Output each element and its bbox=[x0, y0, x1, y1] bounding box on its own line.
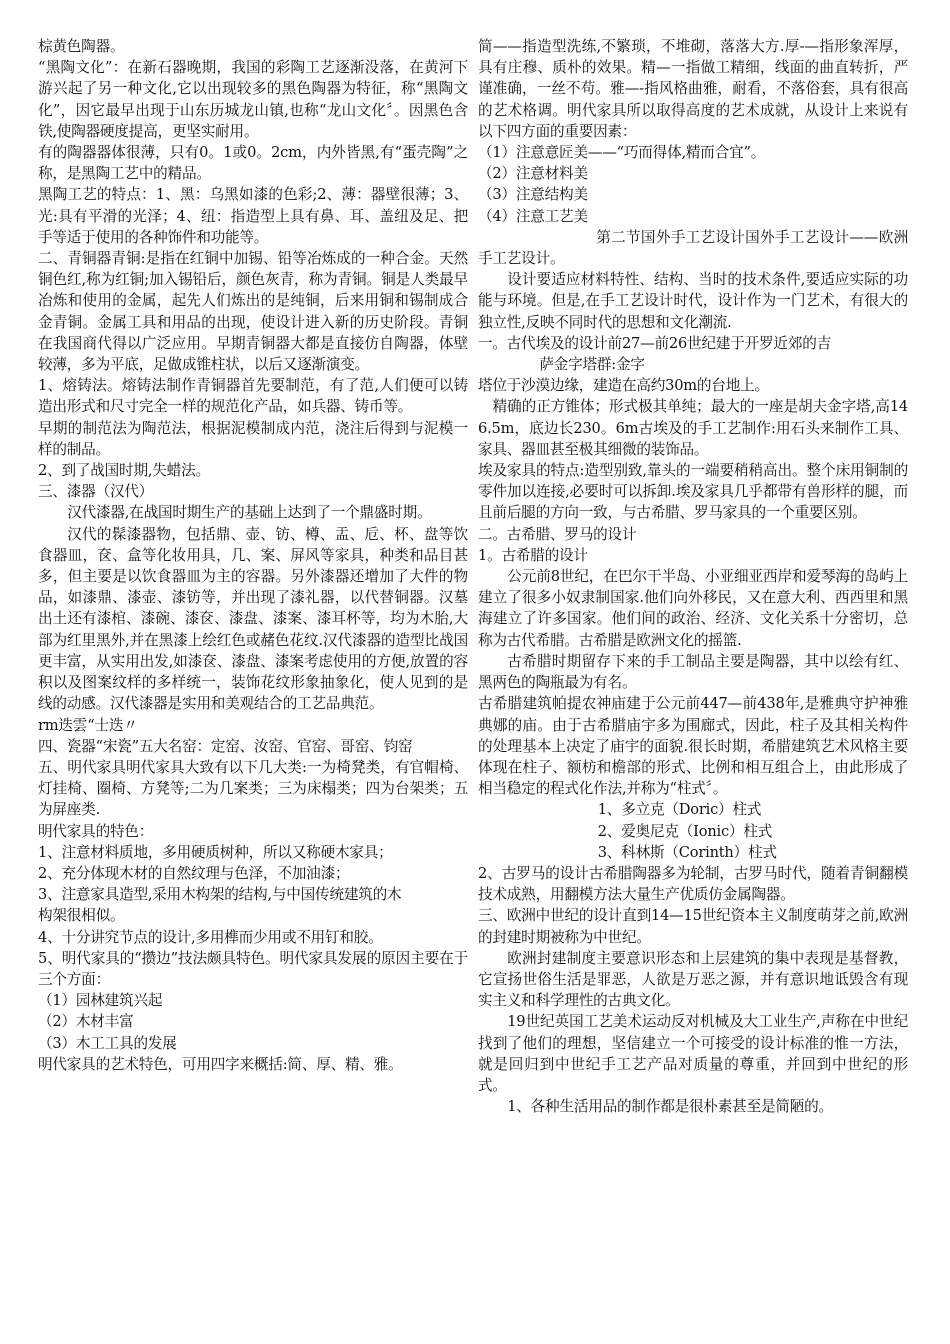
paragraph: 4、十分讲究节点的设计,多用榫而少用或不用钉和胶。 bbox=[38, 928, 383, 946]
paragraph: 简——指造型洗练,不繁琐，不堆砌，落落大方.厚-—指形象浑厚，具有庄穆、质朴的效果。精—一指做工精细，线面的曲直转折，严谨准确，一丝不苟。雅—-指风格曲雅，耐看，不落俗套，具有很高的艺术格调。明代家具所以取得高度的艺术成就，从设计上来说有以下四方面的重要因素： bbox=[478, 38, 908, 140]
paragraph: 棕黄色陶器。 bbox=[38, 38, 125, 55]
paragraph: 构架很相似。 bbox=[38, 907, 125, 925]
paragraph: 塔位于沙漠边缘，建造在高约30m的台地上。 bbox=[478, 377, 769, 395]
paragraph: 萨金字塔群:金字 bbox=[539, 356, 645, 374]
paragraph: 欧洲封建制度主要意识形态和上层建筑的集中表现是基督教，它宣扬世俗生活是罪恶，人欲是万恶之源，并有意识地诋毁含有现实主义和科学理性的古典文化。 bbox=[478, 949, 908, 1010]
paragraph: 黑陶工艺的特点：1、黑：乌黑如漆的色彩;2、薄：器壁很薄；3、光:具有平滑的光泽；4、纽：指造型上具有鼻、耳、盖纽及足、把手等适于使用的各种饰件和功能等。 bbox=[38, 186, 468, 246]
paragraph: 汉代漆器,在战国时期生产的基础上达到了一个鼎盛时期。 bbox=[67, 504, 432, 522]
paragraph: 三、欧洲中世纪的设计直到14—15世纪资本主义制度萌芽之前,欧洲的封建时期被称为中世纪。 bbox=[478, 907, 908, 946]
paragraph: 1。古希腊的设计 bbox=[478, 546, 588, 564]
paragraph: 埃及家具的特点:造型别致,靠头的一端要稍稍高出。整个床用铜制的零件加以连接,必要时可以拆卸.埃及家具几乎都带有兽形样的腿，而且前后腿的方向一致，与古希腊、罗马家具的一个重要区别。 bbox=[478, 462, 908, 522]
paragraph: rm迭雲“士迭〃 bbox=[38, 716, 138, 734]
paragraph: 二、青铜器青铜:是指在红铜中加锡、铅等冶炼成的一种合金。天然铜色红,称为红铜;加入锡铅后，颜色灰青，称为青铜。铜是人类最早冶炼和使用的金属，起先人们炼出的是纯铜，后来用铜和锡制成合金青铜。金属工具和用品的出现，使设计进入新的历史阶段。青铜在我国商代得以广泛应用。早期青铜器大都是直接仿自陶器，体壁较薄，多为平底，足做成锥柱状，以后又逐渐演变。 bbox=[38, 250, 468, 374]
paragraph: 3、注意家具造型,采用木构架的结构,与中国传统建筑的木 bbox=[38, 886, 402, 904]
paragraph: 古希腊建筑帕提农神庙建于公元前447—前438年,是雅典守护神雅典娜的庙。由于古希腊庙宇多为围廊式，因此，柱子及其相关构件的处理基本上决定了庙宇的面貌.很长时期，希腊建筑艺术风格主要体现在柱子、额枋和檐部的形式、比例和相互组合上，由此形成了相当稳定的程式化作法,并称为“柱式〞。 bbox=[478, 695, 908, 798]
paragraph: 3、科林斯（Corinth）柱式 bbox=[597, 843, 777, 861]
paragraph: （3）木工工具的发展 bbox=[38, 1034, 177, 1052]
paragraph: 设计要适应材料特性、结构、当时的技术条件,要适应实际的功能与环境。但是,在手工艺设计时代，设计作为一门艺术，有很大的独立性,反映不同时代的思想和文化潮流. bbox=[478, 271, 908, 331]
paragraph: （1）园林建筑兴起 bbox=[38, 992, 163, 1010]
paragraph: 1、多立克（Doric）柱式 bbox=[597, 801, 762, 819]
paragraph: 1、注意材料质地，多用硬质树种，所以又称硬木家具； bbox=[38, 843, 393, 861]
paragraph: （4）注意工艺美 bbox=[478, 207, 588, 225]
paragraph: 2、到了战国时期,失蜡法。 bbox=[38, 462, 210, 480]
paragraph: （2）木材丰富 bbox=[38, 1013, 134, 1031]
paragraph: 一。古代埃及的设计前27—前26世纪建于开罗近郊的吉 bbox=[478, 334, 832, 352]
paragraph: 汉代的髹漆器物，包括鼎、壶、钫、樽、盂、卮、杯、盘等饮食器皿，奁、盒等化妆用具，几、案、屏风等家具，种类和品目甚多，但主要是以饮食器皿为主的容器。另外漆器还增加了大件的物品，如漆鼎、漆壶、漆钫等，并出现了漆礼器，以代替铜器。汉墓出土还有漆棺、漆碗、漆奁、漆盘、漆案、漆耳杯等，均为木胎,大部为红里黑外,并在黑漆上绘红色或赭色花纹.汉代漆器的造型比战国更丰富，从实用出发,如漆奁、漆盘、漆案考虑使用的方便,放置的容积以及图案纹样的多样统一，装饰花纹形象抽象化，使人见到的是线的动感。汉代漆器是实用和美观结合的工艺品典范。 bbox=[38, 525, 468, 713]
paragraph: 明代家具的艺术特色，可用四字来概括:简、厚、精、雅。 bbox=[38, 1055, 403, 1073]
paragraph: （2）注意材料美 bbox=[478, 165, 588, 183]
paragraph: 2、古罗马的设计古希腊陶器多为轮制，古罗马时代，随着青铜翻模技术成熟，用翻模方法大量生产优质仿金属陶器。 bbox=[478, 864, 908, 904]
paragraph: 第二节国外手工艺设计国外手工艺设计——欧洲手工艺设计。 bbox=[478, 228, 908, 268]
paragraph: 19世纪英国工艺美术运动反对机械及大工业生产,声称在中世纪找到了他们的理想，坚信建立一个可接受的设计标准的惟一方法，就是回归到中世纪手工艺产品对质量的尊重，并回到中世纪的形式。 bbox=[478, 1013, 908, 1094]
paragraph: 1、各种生活用品的制作都是很朴素甚至是简陋的。 bbox=[507, 1098, 833, 1116]
paragraph: 早期的制范法为陶范法，根据泥模制成内范，浇注后得到与泥模一样的制品。 bbox=[38, 419, 468, 458]
paragraph: 五、明代家具明代家具大致有以下几大类:一为椅凳类，有官帽椅、灯挂椅、圈椅、方凳等;二为几案类；三为床榻类；四为台架类；五为屏座类. bbox=[38, 758, 468, 819]
paragraph: （1）注意意匠美——“巧而得体,精而合宜”。 bbox=[478, 144, 766, 162]
paragraph: 三、漆器（汉代） bbox=[38, 483, 154, 501]
paragraph: “黑陶文化”：在新石器晚期，我国的彩陶工艺逐渐没落，在黄河下游兴起了另一种文化,它以出现较多的黑色陶器为特征，称“黑陶文化”，因它最早出现于山东历城龙山镇,也称“龙山文化〞。因黑色含铁,使陶器硬度提高，更坚实耐用。 bbox=[38, 59, 468, 140]
paragraph: 有的陶器器体很薄，只有0。1或0。2cm，内外皆黑,有“蛋壳陶”之称，是黑陶工艺中的精品。 bbox=[38, 144, 468, 183]
paragraph: （3）注意结构美 bbox=[478, 186, 588, 204]
paragraph: 1、熔铸法。熔铸法制作青铜器首先要制范，有了范,人们便可以铸造出形式和尺寸完全一样的规范化产品，如兵器、铸币等。 bbox=[38, 377, 468, 416]
paragraph: 2、充分体现木材的自然纹理与色泽，不加油漆； bbox=[38, 864, 350, 882]
paragraph: 5、明代家具的“攒边”技法颇具特色。明代家具发展的原因主要在于三个方面： bbox=[38, 949, 468, 988]
paragraph: 明代家具的特色： bbox=[38, 822, 154, 840]
paragraph: 四、瓷器“宋瓷”五大名窑：定窑、汝窑、官窑、哥窑、钧窑 bbox=[38, 737, 413, 755]
paragraph: 二。古希腊、罗马的设计 bbox=[478, 525, 637, 543]
right-text-column bbox=[478, 36, 908, 1117]
left-text-column bbox=[38, 36, 468, 1075]
paragraph: 2、爱奥尼克（Ionic）柱式 bbox=[597, 822, 773, 840]
paragraph: 公元前8世纪，在巴尔干半岛、小亚细亚西岸和爱琴海的岛屿上建立了很多小奴隶制国家.他们向外移民，又在意大利、西西里和黑海建立了许多国家。他们间的政治、经济、文化关系十分密切，总称为古代希腊。古希腊是欧洲文化的摇篮. bbox=[478, 568, 908, 649]
paragraph: 精确的正方锥体；形式极其单纯；最大的一座是胡夫金字塔,高146.5m，底边长230。6m古埃及的手工艺制作:用石头来制作工具、家具、器皿甚至极其细微的装饰品。 bbox=[478, 398, 908, 458]
paragraph: 古希腊时期留存下来的手工制品主要是陶器，其中以绘有红、黑两色的陶瓶最为有名。 bbox=[478, 652, 908, 692]
